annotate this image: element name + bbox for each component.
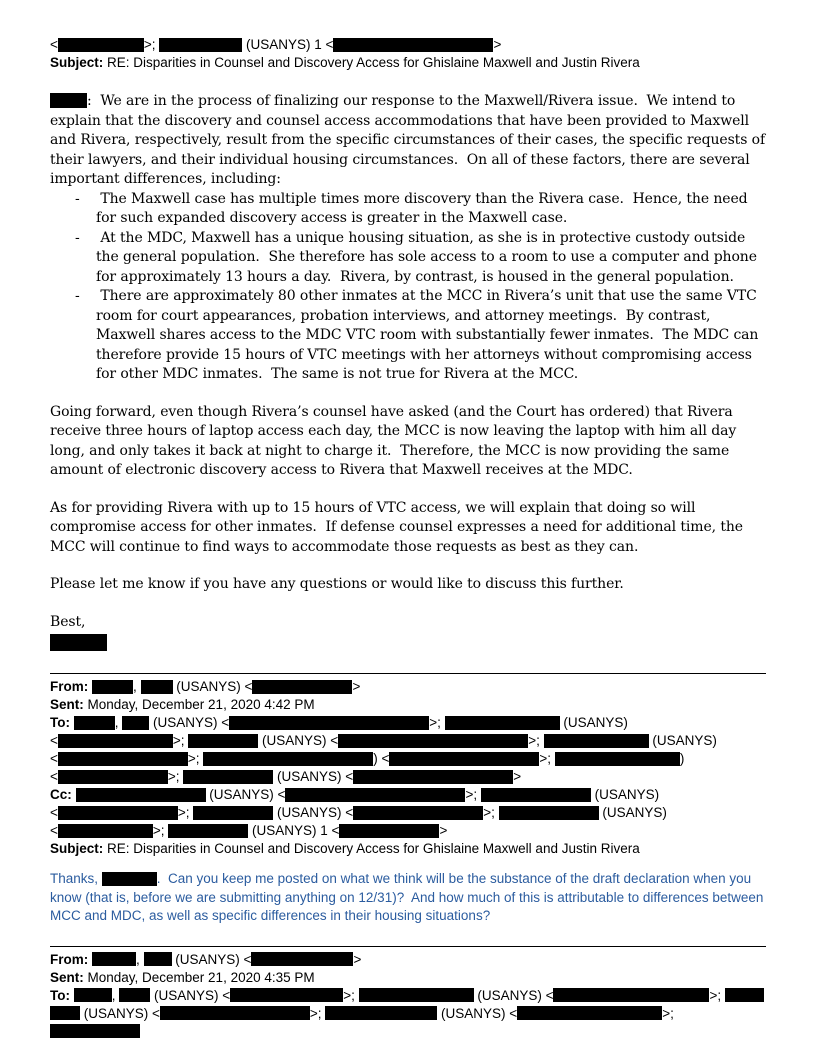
text-segment: >; — [309, 1005, 326, 1021]
bullet-item-discovery — [75, 190, 766, 229]
text-segment: Monday, December 21, 2020 4:42 PM — [83, 697, 315, 712]
redaction-box — [50, 93, 87, 108]
redaction-box — [359, 988, 474, 1002]
text-segment: >; — [177, 805, 194, 820]
field-label: Subject: — [50, 55, 104, 70]
text-segment: (USANYS) < — [437, 1005, 518, 1021]
text-segment: > — [439, 823, 448, 838]
message-divider-line — [50, 673, 766, 674]
text-segment: (USANYS) < — [273, 769, 354, 784]
field-label: From: — [50, 951, 89, 967]
text-segment: < — [50, 37, 58, 52]
redaction-box — [389, 752, 539, 766]
redaction-box — [102, 872, 157, 886]
text-segment: (USANYS) < — [171, 951, 252, 967]
redaction-box — [353, 806, 483, 820]
redaction-box — [119, 988, 150, 1002]
redaction-box — [193, 806, 273, 820]
redaction-box — [58, 806, 178, 820]
bullet-dash: - — [75, 229, 80, 246]
to-line-3 — [50, 750, 766, 768]
field-label: From: — [50, 679, 89, 694]
to-line-4 — [50, 768, 766, 786]
redaction-box — [499, 806, 599, 820]
text-segment: < — [50, 733, 58, 748]
to-line-2 — [50, 732, 766, 750]
text-segment: >; — [343, 987, 359, 1003]
sent-line — [50, 969, 766, 987]
text-segment: (USANYS) < — [473, 987, 554, 1003]
text-segment: (USANYS) < — [258, 733, 339, 748]
redaction-box — [160, 1006, 310, 1020]
cc-line-2 — [50, 804, 766, 822]
bullet-item-vtc — [75, 287, 766, 385]
text-segment: < — [50, 823, 58, 838]
text-segment: >; — [483, 805, 499, 820]
bullet-item-housing — [75, 229, 766, 288]
text-segment: > — [493, 37, 502, 52]
text-segment: (USANYS) 1 < — [248, 823, 340, 838]
field-label: Sent: — [50, 697, 84, 712]
redaction-box — [517, 1006, 662, 1020]
text-segment: > — [353, 951, 362, 967]
redaction-box — [325, 1006, 437, 1020]
bullet-list — [50, 190, 766, 385]
from-line — [50, 951, 766, 969]
text-segment: < — [50, 805, 58, 820]
email2-header — [50, 678, 766, 858]
redaction-box — [74, 988, 112, 1002]
field-label: To: — [50, 715, 70, 730]
text-segment: > — [352, 679, 361, 694]
text-segment: >; — [662, 1005, 678, 1021]
field-label: Cc: — [50, 787, 72, 802]
text-segment: >; — [172, 733, 189, 748]
redaction-box — [229, 716, 429, 730]
text-segment: < — [50, 769, 58, 784]
subject-line — [50, 54, 766, 72]
redaction-box — [252, 680, 352, 694]
redaction-box — [338, 734, 528, 748]
redaction-box — [555, 752, 680, 766]
to-line-2 — [50, 1005, 766, 1041]
redaction-box — [144, 952, 172, 966]
text-segment: , — [114, 715, 123, 730]
body-paragraph-laptop: Going forward, even though Rivera’s counsel have asked (and the Court has ordered) that Rivera receive three hours of laptop access each day, the MCC is now leaving the laptop with him all day long, and only takes it back at night to charge it. Therefore, the MCC is now providing the same amount of electronic discovery access to Rivera that Maxwell receives at the MDC. — [50, 403, 741, 478]
text-segment: (USANYS) < — [80, 1005, 160, 1021]
field-label: Subject: — [50, 841, 104, 856]
text-segment: ) — [679, 751, 685, 766]
message-divider-line — [50, 946, 766, 947]
redaction-box — [333, 38, 493, 52]
text-segment: (USANYS) 1 < — [242, 37, 334, 52]
body-paragraph-vtc-access: As for providing Rivera with up to 15 hours of VTC access, we will explain that doing so will compromise access for other inmates. If defense counsel expresses a need for additional time, the MCC will continue to find ways to accommodate those requests as best as they can. — [50, 499, 748, 555]
text-segment: , — [111, 987, 120, 1003]
text-segment: (USANYS) < — [172, 679, 253, 694]
field-label: To: — [50, 987, 70, 1003]
redaction-box — [725, 988, 764, 1002]
text-segment: >; — [429, 715, 445, 730]
redaction-box — [74, 716, 115, 730]
redaction-box — [92, 952, 136, 966]
body-paragraph-intro — [50, 92, 770, 190]
bullet-dash: - — [75, 190, 80, 207]
text-segment: , — [133, 679, 141, 694]
text-segment: (USANYS) — [559, 715, 628, 730]
redaction-box — [188, 734, 258, 748]
text-segment: (USANYS) — [648, 733, 717, 748]
redaction-box — [553, 988, 709, 1002]
email3-header — [50, 951, 766, 1041]
redaction-signature — [50, 634, 107, 651]
redaction-box — [353, 770, 513, 784]
text-segment: , — [136, 951, 144, 967]
text-segment: RE: Disparities in Counsel and Discovery Access for Ghislaine Maxwell and Justin Rivera — [103, 841, 640, 856]
redaction-box — [58, 752, 188, 766]
redaction-box — [481, 788, 591, 802]
bullet-text: At the MDC, Maxwell has a unique housing situation, as she is in protective custody outside the general population. She therefore has sole access to a room to use a computer and phone for approximately 13 hours a day. Rivera, by contrast, is housed in the general population. — [96, 229, 762, 285]
subject-line — [50, 840, 766, 858]
bullet-text: There are approximately 80 other inmates at the MCC in Rivera’s unit that use the same VTC room for court appearances, probation interviews, and attorney meetings. By contrast, Maxwell shares access to the MDC VTC room with substantially fewer inmates. The MDC can therefore provide 15 hours of VTC meetings with her attorneys without compromising access for other MDC inmates. The same is not true for Rivera at the MCC. — [96, 288, 763, 382]
bullet-dash: - — [75, 288, 80, 304]
redaction-box — [230, 988, 343, 1002]
text-segment: >; — [465, 787, 481, 802]
text-segment: >; — [152, 823, 169, 838]
text-segment: (USANYS) — [590, 787, 660, 802]
text-segment: . Can you keep me posted on what we think will be the substance of the draft declaration when you know (that is, before we are submitting anything on 12/31)? And how much of this is attributable to differences between MCC and MDC, as well as specific differences in their housing situations? — [50, 871, 768, 923]
text-segment: >; — [167, 769, 184, 784]
redaction-box — [183, 770, 273, 784]
redaction-box — [92, 680, 133, 694]
text-segment: (USANYS) < — [205, 787, 286, 802]
cc-line-3 — [50, 822, 766, 840]
redaction-box — [445, 716, 560, 730]
field-label: Sent: — [50, 969, 84, 985]
redaction-box — [544, 734, 649, 748]
text-segment: (USANYS) < — [149, 715, 230, 730]
redaction-box — [285, 788, 465, 802]
text-segment: >; — [709, 987, 725, 1003]
redaction-box — [50, 1024, 140, 1038]
text-segment: (USANYS) — [598, 805, 667, 820]
bullet-text: The Maxwell case has multiple times more discovery than the Rivera case. Hence, the need for such expanded discovery access is greater in the Maxwell case. — [96, 190, 752, 226]
redaction-box — [76, 788, 206, 802]
text-segment: RE: Disparities in Counsel and Discovery Access for Ghislaine Maxwell and Justin Rivera — [103, 55, 640, 70]
text-segment: : We are in the process of finalizing our response to the Maxwell/Rivera issue. We intend to explain that the discovery and counsel access accommodations that have been provided to Maxwell and Rivera, respectively, result from the specific circumstances of their cases, the specific requests of their lawyers, and their individual housing circumstances. On all of these factors, there are several important differences, including: — [50, 93, 770, 187]
recipient-continuation-line — [50, 36, 766, 54]
redaction-box — [122, 716, 149, 730]
redaction-box — [159, 38, 242, 52]
redaction-box — [168, 824, 248, 838]
redaction-box — [58, 734, 173, 748]
text-segment: Monday, December 21, 2020 4:35 PM — [83, 969, 315, 985]
to-line-1 — [50, 714, 766, 732]
redaction-box — [203, 752, 373, 766]
cc-line-1 — [50, 786, 766, 804]
redaction-box — [58, 824, 153, 838]
text-segment: >; — [528, 733, 544, 748]
text-segment: ) < — [373, 751, 390, 766]
reply-paragraph — [50, 870, 766, 926]
text-segment: >; — [187, 751, 204, 766]
text-segment: >; — [143, 37, 160, 52]
text-segment: (USANYS) < — [273, 805, 354, 820]
text-segment: > — [513, 769, 522, 784]
sent-line — [50, 696, 766, 714]
redaction-box — [251, 952, 353, 966]
closing-salutation: Best, — [50, 613, 86, 630]
body-paragraph-questions: Please let me know if you have any questions or would like to discuss this further. — [50, 576, 624, 592]
redaction-box — [141, 680, 173, 694]
text-segment: < — [50, 751, 58, 766]
text-segment: (USANYS) < — [150, 987, 231, 1003]
from-line — [50, 678, 766, 696]
text-segment: Thanks, — [50, 871, 102, 886]
redaction-box — [50, 1006, 80, 1020]
redaction-box — [339, 824, 439, 838]
to-line-1 — [50, 987, 766, 1005]
redaction-box — [58, 770, 168, 784]
redaction-box — [58, 38, 144, 52]
text-segment: >; — [539, 751, 555, 766]
